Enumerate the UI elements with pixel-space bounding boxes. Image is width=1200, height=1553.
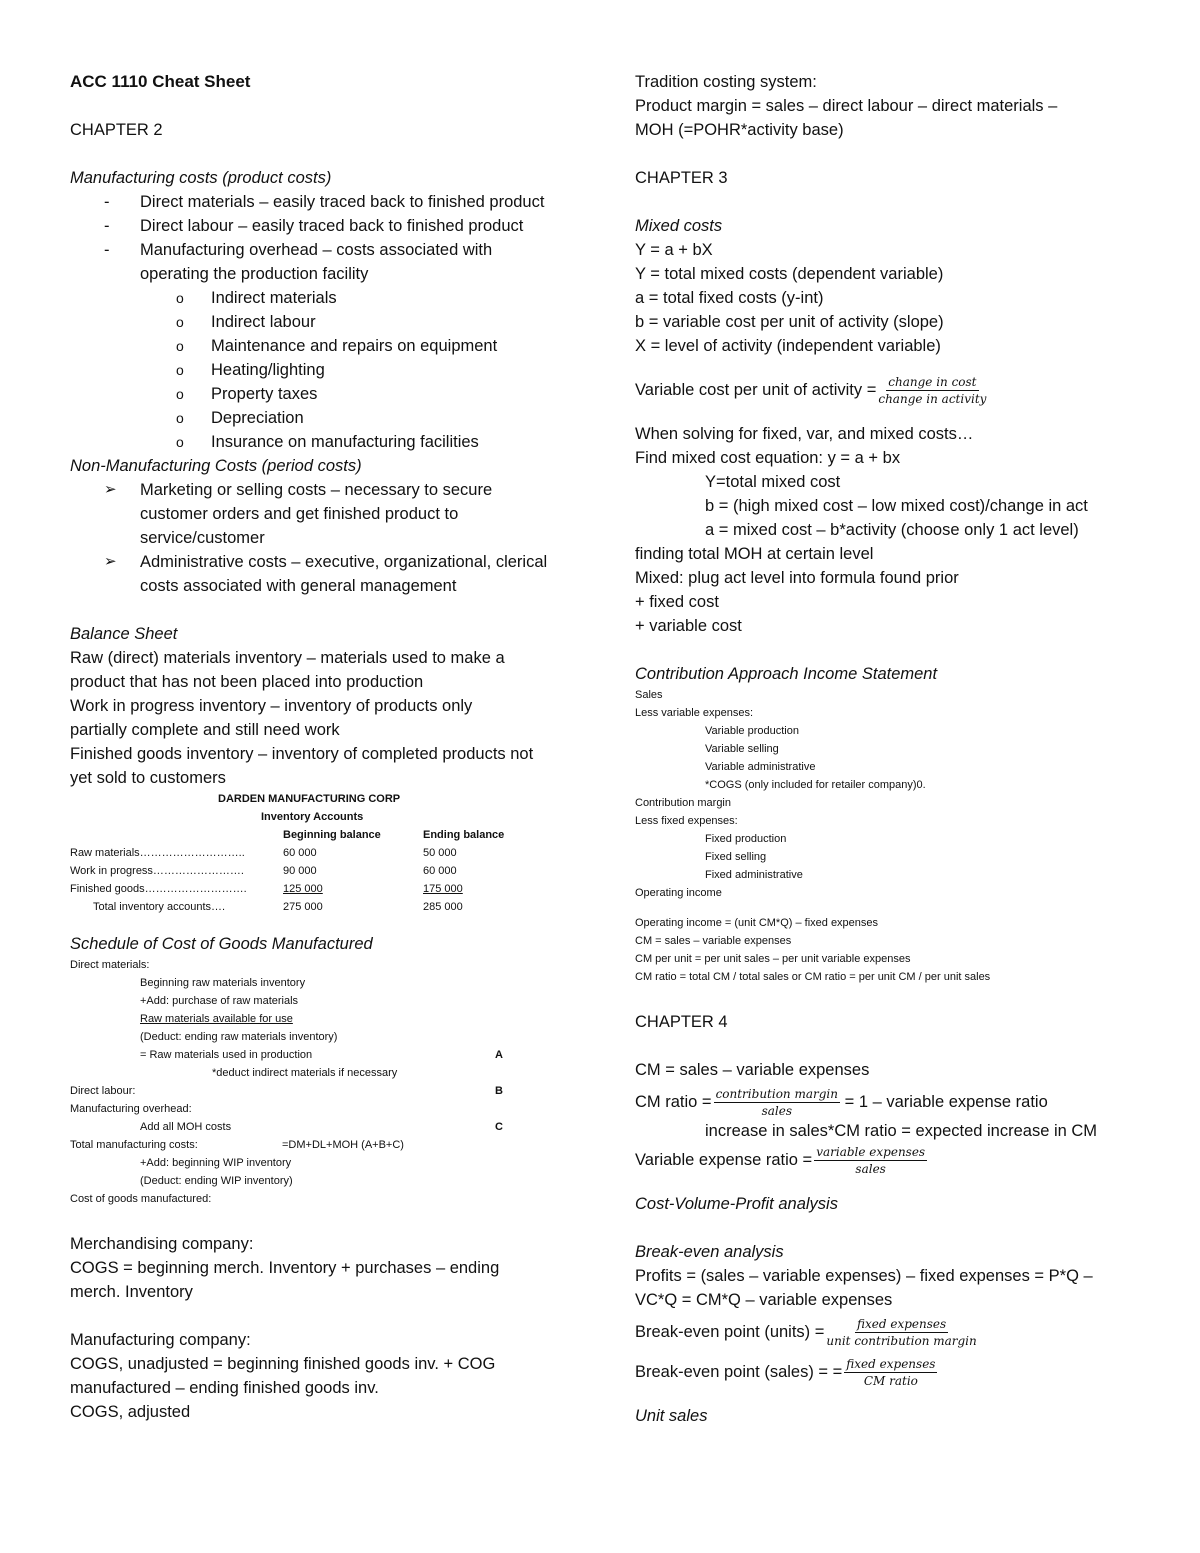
cogm-line: Cost of goods manufactured: bbox=[70, 1193, 212, 1205]
inventory-company-name: DARDEN MANUFACTURING CORP bbox=[218, 793, 401, 805]
balance-sheet-line: Work in progress inventory – inventory of products only partially complete and still need work bbox=[70, 697, 473, 739]
table-row-label: Total inventory accounts…. bbox=[93, 901, 226, 913]
letter-c: C bbox=[495, 1121, 503, 1133]
manufacturing-company-heading: Manufacturing company: bbox=[70, 1331, 251, 1349]
table-row-label: Work in progress……………………. bbox=[70, 865, 244, 877]
cogm-heading: Schedule of Cost of Goods Manufactured bbox=[70, 935, 373, 953]
statement-line: Fixed production bbox=[705, 833, 787, 845]
circle-bullet-icon: o bbox=[176, 290, 184, 306]
dash-bullet-icon: - bbox=[104, 241, 110, 259]
letter-a: A bbox=[495, 1049, 503, 1061]
table-cell: 50 000 bbox=[423, 847, 457, 859]
cogm-line: Direct labour: B bbox=[70, 1082, 560, 1100]
formula-line: CM ratio = total CM / total sales or CM ratio = per unit CM / per unit sales bbox=[635, 971, 991, 983]
cogm-line: = Raw materials used in production A bbox=[70, 1046, 560, 1064]
contribution-statement-heading: Contribution Approach Income Statement bbox=[635, 665, 938, 683]
balance-sheet-line: Raw (direct) materials inventory – materials used to make a product that has not been placed into production bbox=[70, 649, 505, 691]
table-row-label: Finished goods………………………. bbox=[70, 883, 247, 895]
statement-line: Less variable expenses: bbox=[635, 707, 754, 719]
statement-line: Variable selling bbox=[705, 743, 779, 755]
circle-bullet-icon: o bbox=[176, 386, 184, 402]
mixed-cost-line: X = level of activity (independent variable) bbox=[635, 337, 941, 355]
statement-line: Contribution margin bbox=[635, 797, 731, 809]
solving-line: When solving for fixed, var, and mixed costs… bbox=[635, 425, 974, 443]
profits-line: VC*Q = CM*Q – variable expenses bbox=[635, 1291, 893, 1309]
table-cell: 125 000 bbox=[283, 883, 323, 895]
cogm-line: Beginning raw materials inventory bbox=[140, 977, 306, 989]
balance-sheet-line: Finished goods inventory – inventory of completed products not yet sold to customers bbox=[70, 745, 534, 787]
inventory-col-header: Beginning balance bbox=[283, 829, 381, 841]
unit-sales-heading: Unit sales bbox=[635, 1407, 708, 1425]
list-item: - Direct labour – easily traced back to finished product bbox=[70, 214, 560, 238]
list-item: o Property taxes bbox=[70, 382, 560, 406]
cvp-heading: Cost-Volume-Profit analysis bbox=[635, 1195, 838, 1213]
traditional-costing-line: MOH (=POHR*activity base) bbox=[635, 121, 844, 139]
profits-line: Profits = (sales – variable expenses) – fixed expenses = P*Q – bbox=[635, 1267, 1093, 1285]
statement-line: Operating income bbox=[635, 887, 722, 899]
mixed-costs-heading: Mixed costs bbox=[635, 217, 723, 235]
page-title: ACC 1110 Cheat Sheet bbox=[70, 72, 251, 91]
cm-line: CM = sales – variable expenses bbox=[635, 1061, 870, 1079]
moh-line: finding total MOH at certain level bbox=[635, 545, 874, 563]
balance-sheet-heading: Balance Sheet bbox=[70, 625, 178, 643]
statement-line: Fixed selling bbox=[705, 851, 767, 863]
cm-ratio-formula: CM ratio = $\frac{\text{contribution margin}}{\text{sales}}$ = 1 – variable expense ratio bbox=[635, 1087, 1048, 1119]
list-item: o Indirect labour bbox=[70, 310, 560, 334]
fraction: $\frac{\text{contribution margin}}{\text{sales}}$ bbox=[715, 1087, 838, 1119]
inventory-accounts-table bbox=[70, 790, 560, 920]
circle-bullet-icon: o bbox=[176, 434, 184, 450]
chapter-3-heading: CHAPTER 3 bbox=[635, 169, 728, 187]
list-item: - Direct materials – easily traced back to finished product bbox=[70, 190, 560, 214]
statement-line: Variable administrative bbox=[705, 761, 816, 773]
table-cell: 60 000 bbox=[423, 865, 457, 877]
variable-cost-formula: Variable cost per unit of activity = $\frac{\text{change in cost}}{\text{change in activity}}$ bbox=[635, 375, 987, 407]
circle-bullet-icon: o bbox=[176, 362, 184, 378]
break-even-units-formula: Break-even point (units) = $\frac{\text{fixed expenses}}{\text{unit contribution margin}}$ bbox=[635, 1317, 977, 1349]
cogm-line: (Deduct: ending WIP inventory) bbox=[140, 1175, 293, 1187]
merchandising-line: COGS = beginning merch. Inventory + purchases – ending merch. Inventory bbox=[70, 1259, 500, 1301]
cogm-line: Raw materials available for use bbox=[140, 1013, 293, 1025]
moh-line: Mixed: plug act level into formula found prior bbox=[635, 569, 959, 587]
arrow-bullet-icon: ➢ bbox=[104, 481, 117, 498]
formula-line: CM per unit = per unit sales – per unit variable expenses bbox=[635, 953, 911, 965]
statement-line: Sales bbox=[635, 689, 663, 701]
list-item: o Maintenance and repairs on equipment bbox=[70, 334, 560, 358]
circle-bullet-icon: o bbox=[176, 338, 184, 354]
statement-line: Variable production bbox=[705, 725, 799, 737]
break-even-heading: Break-even analysis bbox=[635, 1243, 784, 1261]
solving-line: b = (high mixed cost – low mixed cost)/change in act bbox=[705, 497, 1088, 515]
mixed-cost-line: Y = a + bX bbox=[635, 241, 713, 259]
arrow-bullet-icon: ➢ bbox=[104, 553, 117, 570]
statement-line: Fixed administrative bbox=[705, 869, 803, 881]
table-row-label: Raw materials……………………….. bbox=[70, 847, 245, 859]
fraction: $\frac{\text{fixed expenses}}{\text{unit contribution margin}}$ bbox=[826, 1317, 977, 1349]
fraction: $\frac{\text{variable expenses}}{\text{sales}}$ bbox=[816, 1145, 926, 1177]
list-item: - Manufacturing overhead – costs associated with operating the production facility bbox=[70, 238, 560, 286]
solving-line: Y=total mixed cost bbox=[705, 473, 841, 491]
manufacturing-company-line: COGS, unadjusted = beginning finished goods inv. + COG manufactured – ending finished goods inv. bbox=[70, 1355, 496, 1397]
cogm-line: Direct materials: bbox=[70, 959, 150, 971]
list-item: ➢ Administrative costs – executive, organizational, clerical costs associated with general management bbox=[70, 550, 560, 598]
chapter-4-heading: CHAPTER 4 bbox=[635, 1013, 728, 1031]
table-cell: 90 000 bbox=[283, 865, 317, 877]
moh-line: + variable cost bbox=[635, 617, 742, 635]
list-item: o Indirect materials bbox=[70, 286, 560, 310]
table-cell: 175 000 bbox=[423, 883, 463, 895]
fraction: $\frac{\text{fixed expenses}}{\text{CM ratio}}$ bbox=[846, 1357, 936, 1389]
table-cell: 285 000 bbox=[423, 901, 463, 913]
chapter-2-heading: CHAPTER 2 bbox=[70, 121, 163, 139]
merchandising-heading: Merchandising company: bbox=[70, 1235, 254, 1253]
formula-line: Operating income = (unit CM*Q) – fixed expenses bbox=[635, 917, 879, 929]
list-item: o Heating/lighting bbox=[70, 358, 560, 382]
dash-bullet-icon: - bbox=[104, 217, 110, 235]
list-item: o Insurance on manufacturing facilities bbox=[70, 430, 560, 454]
manufacturing-costs-heading: Manufacturing costs (product costs) bbox=[70, 169, 332, 187]
cogm-line: (Deduct: ending raw materials inventory) bbox=[140, 1031, 338, 1043]
fraction: $\frac{\text{change in cost}}{\text{change in activity}}$ bbox=[878, 375, 987, 407]
circle-bullet-icon: o bbox=[176, 410, 184, 426]
right-column bbox=[635, 70, 1135, 1428]
variable-expense-ratio-formula: Variable expense ratio = $\frac{\text{variable expenses}}{\text{sales}}$ bbox=[635, 1145, 926, 1177]
cogm-line: *deduct indirect materials if necessary bbox=[212, 1067, 398, 1079]
formula-line: CM = sales – variable expenses bbox=[635, 935, 792, 947]
inventory-subtitle: Inventory Accounts bbox=[261, 811, 364, 823]
cogm-line: +Add: purchase of raw materials bbox=[140, 995, 299, 1007]
cogm-line: Add all MOH costs C bbox=[70, 1118, 560, 1136]
inventory-col-header: Ending balance bbox=[423, 829, 505, 841]
dash-bullet-icon: - bbox=[104, 193, 110, 211]
mixed-cost-line: a = total fixed costs (y-int) bbox=[635, 289, 824, 307]
table-cell: 275 000 bbox=[283, 901, 323, 913]
letter-b: B bbox=[495, 1085, 503, 1097]
cogs-adjusted-line: COGS, adjusted bbox=[70, 1403, 191, 1421]
mixed-cost-line: b = variable cost per unit of activity (slope) bbox=[635, 313, 944, 331]
cm-increase-line: increase in sales*CM ratio = expected increase in CM bbox=[705, 1122, 1098, 1140]
statement-line: Less fixed expenses: bbox=[635, 815, 738, 827]
solving-line: Find mixed cost equation: y = a + bx bbox=[635, 449, 901, 467]
traditional-costing-line: Product margin = sales – direct labour – direct materials – bbox=[635, 97, 1058, 115]
solving-line: a = mixed cost – b*activity (choose only 1 act level) bbox=[705, 521, 1079, 539]
statement-line: *COGS (only included for retailer company)0. bbox=[705, 779, 926, 791]
moh-line: + fixed cost bbox=[635, 593, 719, 611]
mixed-cost-line: Y = total mixed costs (dependent variable) bbox=[635, 265, 944, 283]
break-even-sales-formula: Break-even point (sales) = = $\frac{\text{fixed expenses}}{\text{CM ratio}}$ bbox=[635, 1357, 936, 1389]
list-item: o Depreciation bbox=[70, 406, 560, 430]
circle-bullet-icon: o bbox=[176, 314, 184, 330]
traditional-costing-line: Tradition costing system: bbox=[635, 73, 817, 91]
cogm-schedule bbox=[70, 956, 560, 1208]
non-manufacturing-costs-heading: Non-Manufacturing Costs (period costs) bbox=[70, 457, 362, 475]
cogm-line: Total manufacturing costs: =DM+DL+MOH (A+B+C) bbox=[70, 1139, 404, 1151]
left-column bbox=[70, 70, 560, 1424]
cogm-line: +Add: beginning WIP inventory bbox=[140, 1157, 292, 1169]
list-item: ➢ Marketing or selling costs – necessary to secure customer orders and get finished product to service/customer bbox=[70, 478, 560, 550]
table-cell: 60 000 bbox=[283, 847, 317, 859]
cogm-line: Manufacturing overhead: bbox=[70, 1103, 192, 1115]
